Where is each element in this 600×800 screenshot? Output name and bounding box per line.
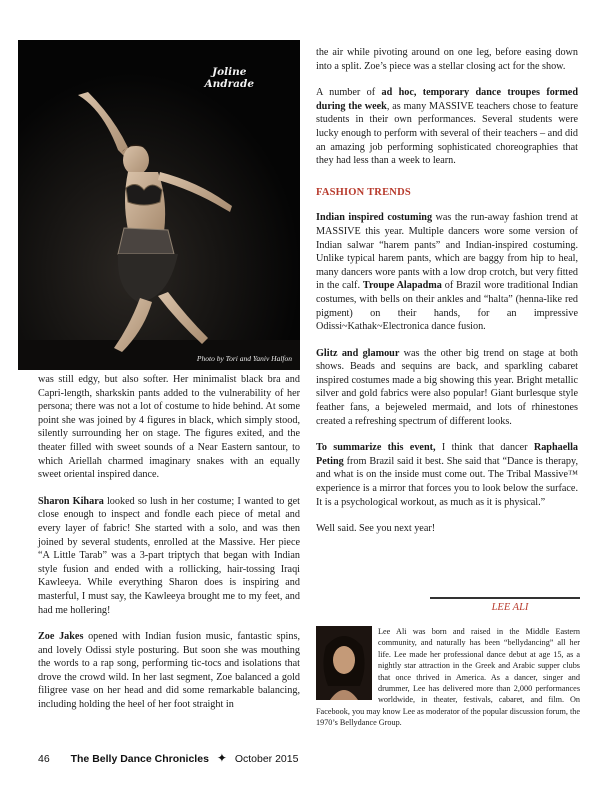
paragraph: Well said. See you next year! — [316, 523, 436, 535]
paragraph-text: was the run-away fashion trend at MASSIVE this year. Multiple dancers wore some version of Indian salwar “harem pants” and Indian-inspired costuming. Unlike typical harem pants, which are baggy from hip to heal, many dancers wore pants with a low drop crotch, but very fitted in the calf. — [316, 212, 578, 292]
page-number: 46 — [38, 753, 50, 765]
bold-lead: Glitz and glamour — [316, 347, 400, 359]
paragraph — [38, 630, 300, 712]
photo-name-first: Joline — [212, 66, 247, 78]
right-column — [316, 46, 578, 549]
paragraph-text: I think that dancer — [435, 442, 534, 454]
bold-lead: Indian inspired costuming — [316, 212, 433, 224]
dancer-name: Zoe Jakes — [38, 631, 84, 643]
issue-date: October 2015 — [234, 753, 299, 765]
paragraph: was still edgy, but also softer. Her minimalist black bra and Capri-length, sharkskin pants added to the vulnerability of her persona; there was not a lot of costume to hide behind. At some point she was joined by 4 figures in black, which simply stood, silently surrounding her on stage. The figures exited, and the theater filled with sweet sounds of a Near Eastern santour, to which Ariellah charmed imaginary snakes with an equally sweet oriental inspired dance. — [38, 374, 300, 481]
paragraph-text: looked so lush in her costume; I wanted to get close enough to inspect and fondle each piece of metal and every layer of fabric! She started with a solo, and was then joined by several students, enrolled at the Massive. Her piece “A Little Tarab” was a 3-part triptych that began with Indian style fusion and ended with a rollicking, hair-tossing Iraqi Kawleeya. While everything Sharon does is inspiring and masterful, I must say, the Kawleeya brought me to my feet, and had me hollering! — [38, 495, 300, 616]
bold-lead: To summarize this event, — [316, 442, 436, 454]
dancer-illustration — [18, 40, 300, 370]
paragraph-text: A number of — [316, 87, 382, 99]
star-icon: ✦ — [216, 751, 227, 765]
bio-text: Lee Ali was born and raised in the Middle Eastern community, and naturally has been “bellydancing” all her life. Lee made her professional dance debut at age 15, as a nightly star attraction in the Greek and Arabic supper clubs that once thrived in America. As a dancer, singer and drummer, Lee has delivered more than 2,000 performances worldwide, in theater, festivals, cabaret, and film. On Facebook, you may know Lee as moderator of the popular discussion forum, the 1970’s Bellydance Group. — [316, 627, 580, 728]
dancer-photo — [18, 40, 300, 370]
photo-credit: Photo by Tori and Yaniv Halfon — [196, 354, 292, 363]
paragraph — [316, 86, 578, 168]
publication-name: The Belly Dance Chronicles — [70, 753, 209, 765]
paragraph — [316, 211, 578, 333]
section-title: FASHION TRENDS — [316, 186, 411, 198]
paragraph-text: from Brazil said it best. She said that “Dance is therapy, and what is on the inside must come out. The Tribal Massive™ experience is a mirror that forces you to look below the surface. It is a psychological workout, as much as it is physical.” — [316, 455, 578, 508]
bio-divider — [430, 597, 580, 599]
bold-lead: Troupe Alapadma — [362, 280, 442, 292]
bold-lead: ad hoc, temporary dance troupes formed during the week — [316, 87, 578, 112]
paragraph-text: of Brazil wore traditional Indian costumes, with bells on their ankles and “halta” (henna-like red pigment) on their hands, for an impressive Odissi~Kathak~Electronica dance fusion. — [316, 280, 579, 333]
bio-photo-spacer — [316, 626, 378, 704]
paragraph — [38, 495, 300, 617]
photo-dancer-name — [205, 66, 254, 90]
left-column — [38, 373, 300, 725]
paragraph: the air while pivoting around on one leg, before easing down into a split. Zoe’s piece was a stellar closing act for the show. — [316, 47, 578, 72]
photo-name-last: Andrade — [204, 78, 254, 90]
bio-text-block — [316, 626, 580, 729]
dancer-name: Sharon Kihara — [38, 495, 104, 507]
paragraph — [316, 441, 578, 509]
paragraph-text: was the other big trend on stage at both shows. Beads and sequins are back, and sparkling cabaret inspired costumes made a big showing this year. Bright metallic silver and gold fabrics were also popular! Giant burlesque style feather fans, a bejeweled mermaid, and lots of rhinestones created a refreshing spectrum of different looks. — [316, 347, 578, 427]
paragraph — [316, 347, 578, 429]
bold-lead: Raphaella Peting — [316, 442, 578, 467]
page-footer — [38, 751, 578, 765]
paragraph-text: , as many MASSIVE teachers chose to feature students in their own performances. Several students were lucky enough to perform with several of their teachers – and did an amazing job performing sophisticated choreographies that they had less than a week to learn. — [316, 100, 578, 167]
bio-author-name: LEE ALI — [491, 602, 529, 613]
paragraph-text: opened with Indian fusion music, fantastic spins, and lovely Odissi style posturing. But soon she was mouthing the words to a rap song, performing tic-tocs and isolations that drove the crowd wild. In her last segment, Zoe balanced a gold filigree vase on her head and did some remarkable balancing, including holding the heel of her foot straight in — [38, 631, 300, 711]
